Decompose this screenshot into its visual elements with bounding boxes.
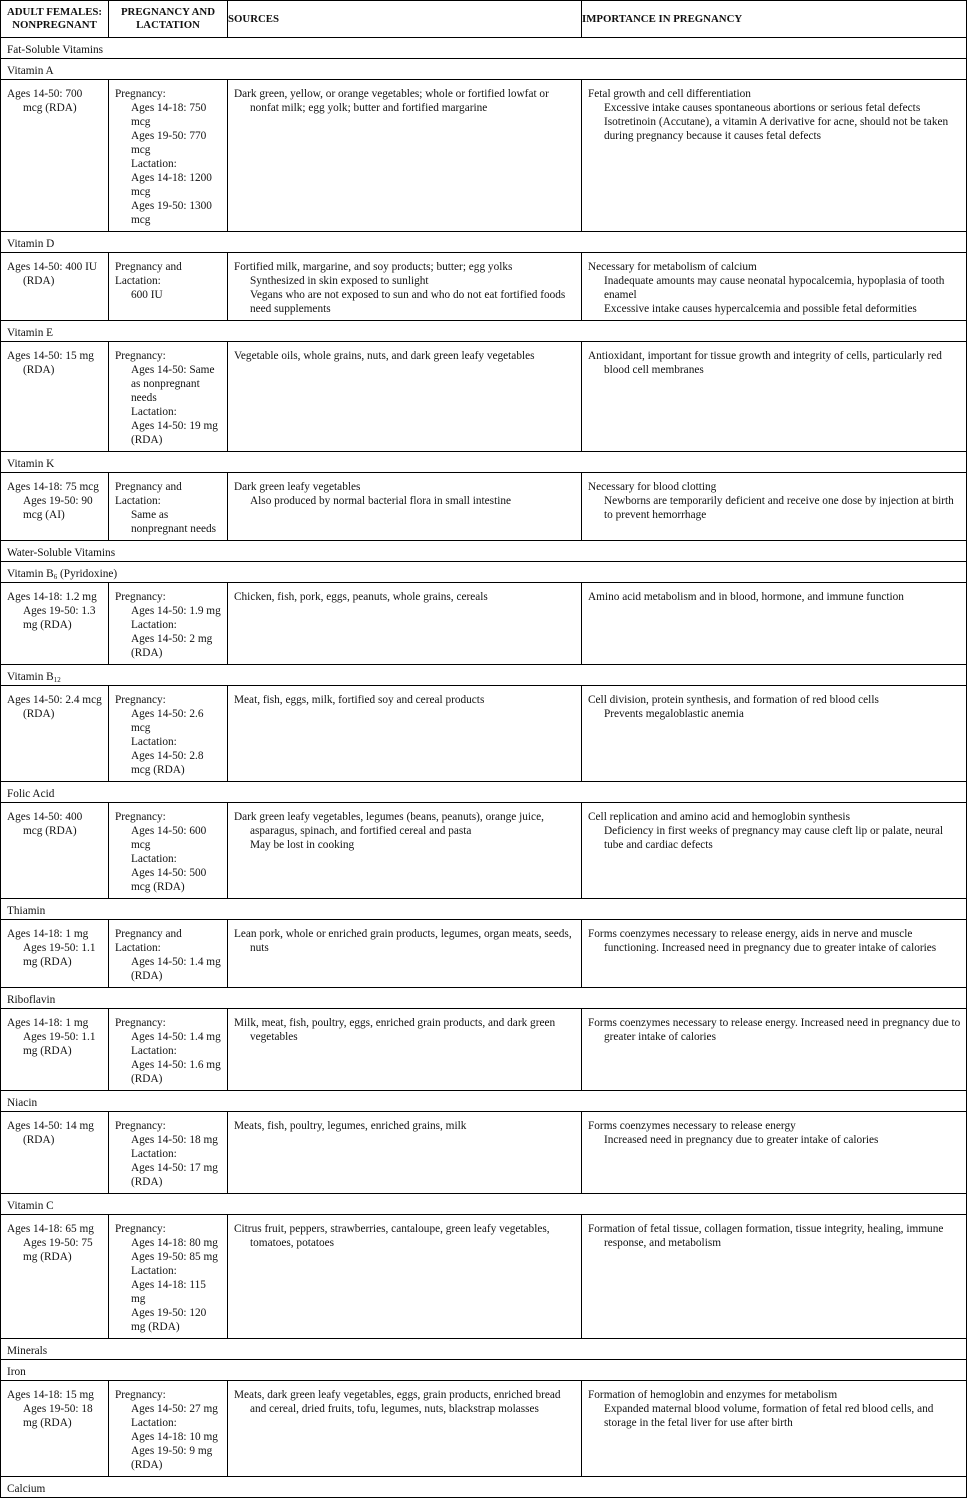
importance-text: Newborns are temporarily deficient and receive one dose by injection at birth to prevent hemorrhage — [604, 495, 954, 521]
sources-cell — [228, 1215, 582, 1339]
pregnancy-line: Lactation: — [131, 736, 177, 748]
importance-text: Cell division, protein synthesis, and formation of red blood cells — [588, 694, 879, 706]
pregnancy-line: Pregnancy: — [115, 591, 166, 603]
importance-text: Deficiency in first weeks of pregnancy may cause cleft lip or palate, neural tube and cardiac defects — [604, 825, 944, 851]
importance-text: Formation of hemoglobin and enzymes for metabolism — [588, 1389, 838, 1401]
pregnancy-cell — [109, 473, 228, 541]
importance-cell — [582, 1009, 967, 1091]
nonpregnant-value: Ages 14-50: 400 mcg (RDA) — [7, 811, 83, 837]
pregnancy-line: Pregnancy and Lactation: — [115, 928, 182, 954]
nonpregnant-value: Ages 14-18: 65 mg Ages 19-50: 75 mg (RDA) — [7, 1223, 94, 1263]
pregnancy-line: Ages 14-18: 115 mg — [131, 1279, 206, 1305]
table-body — [1, 38, 967, 1498]
table-row — [1, 1381, 967, 1477]
table-row — [1, 1112, 967, 1194]
sources-cell — [228, 1112, 582, 1194]
sources-text: Meat, fish, eggs, milk, fortified soy and cereal products — [234, 694, 485, 706]
nonpregnant-cell — [1, 1215, 109, 1339]
pregnancy-line: Lactation: — [131, 1417, 177, 1429]
section-label: Calcium — [1, 1477, 967, 1498]
sources-cell — [228, 80, 582, 232]
pregnancy-line: Ages 14-50: 600 mcg — [131, 825, 207, 851]
sources-cell — [228, 686, 582, 782]
importance-text: Formation of fetal tissue, collagen formation, tissue integrity, healing, immune response, and metabolism — [588, 1223, 944, 1249]
sources-text: Dark green leafy vegetables, legumes (beans, peanuts), orange juice, asparagus, spinach, and fortified cereal and pasta — [234, 811, 544, 837]
table-row — [1, 686, 967, 782]
sources-cell — [228, 583, 582, 665]
table-row — [1, 473, 967, 541]
pregnancy-line: Ages 14-18: 10 mg — [131, 1431, 218, 1443]
section-row — [1, 1339, 967, 1360]
section-label: Vitamin $B_6$ (Pyridoxine) — [1, 562, 967, 583]
importance-text: Forms coenzymes necessary to release energy — [588, 1120, 796, 1132]
section-row — [1, 988, 967, 1009]
nonpregnant-value: Ages 14-18: 15 mg Ages 19-50: 18 mg (RDA) — [7, 1389, 94, 1429]
pregnancy-line: Ages 19-50: 770 mcg — [131, 130, 207, 156]
section-row — [1, 541, 967, 562]
nonpregnant-value: Ages 14-18: 1 mg Ages 19-50: 1.1 mg (RDA) — [7, 1017, 96, 1057]
pregnancy-cell — [109, 1112, 228, 1194]
pregnancy-line: Pregnancy: — [115, 1223, 166, 1235]
table-row — [1, 80, 967, 232]
sources-cell — [228, 920, 582, 988]
sources-cell — [228, 342, 582, 452]
section-label: Vitamin E — [1, 321, 967, 342]
pregnancy-line: Ages 14-50: 1.4 mg — [131, 1031, 221, 1043]
importance-text: Amino acid metabolism and in blood, hormone, and immune function — [588, 591, 904, 603]
importance-text: Necessary for metabolism of calcium — [588, 261, 757, 273]
pregnancy-line: Lactation: — [131, 1148, 177, 1160]
pregnancy-line: Ages 14-18: 80 mg — [131, 1237, 218, 1249]
sources-text: May be lost in cooking — [250, 839, 355, 851]
pregnancy-line: 600 IU — [131, 289, 163, 301]
nonpregnant-value: Ages 14-50: 15 mg (RDA) — [7, 350, 94, 376]
section-label: Riboflavin — [1, 988, 967, 1009]
pregnancy-cell — [109, 1009, 228, 1091]
importance-text: Necessary for blood clotting — [588, 481, 717, 493]
nonpregnant-value: Ages 14-18: 1.2 mg Ages 19-50: 1.3 mg (RDA) — [7, 591, 97, 631]
nonpregnant-value: Ages 14-50: 700 mcg (RDA) — [7, 88, 83, 114]
importance-text: Isotretinoin (Accutane), a vitamin A derivative for acne, should not be taken during pregnancy because it causes fetal defects — [604, 116, 949, 142]
sources-text: Milk, meat, fish, poultry, eggs, enriched grain products, and dark green vegetables — [234, 1017, 556, 1043]
pregnancy-line: Pregnancy: — [115, 1017, 166, 1029]
section-label: Fat-Soluble Vitamins — [1, 38, 967, 59]
section-row — [1, 1194, 967, 1215]
pregnancy-line: Pregnancy: — [115, 694, 166, 706]
sources-text: Lean pork, whole or enriched grain products, legumes, organ meats, seeds, nuts — [234, 928, 572, 954]
nonpregnant-value: Ages 14-50: 2.4 mcg (RDA) — [7, 694, 102, 720]
pregnancy-cell — [109, 920, 228, 988]
nonpregnant-cell — [1, 1381, 109, 1477]
section-label: Vitamin C — [1, 1194, 967, 1215]
importance-cell — [582, 686, 967, 782]
table-row — [1, 1009, 967, 1091]
section-label: Water-Soluble Vitamins — [1, 541, 967, 562]
pregnancy-line: Ages 14-18: 1200 mcg — [131, 172, 212, 198]
pregnancy-line: Ages 14-50: 27 mg — [131, 1403, 218, 1415]
importance-cell — [582, 473, 967, 541]
header-sources: SOURCES — [228, 1, 582, 38]
section-row — [1, 232, 967, 253]
importance-text: Inadequate amounts may cause neonatal hypocalcemia, hypoplasia of tooth enamel — [604, 275, 945, 301]
importance-cell — [582, 1112, 967, 1194]
nonpregnant-cell — [1, 1009, 109, 1091]
nonpregnant-cell — [1, 342, 109, 452]
table-row — [1, 803, 967, 899]
nonpregnant-cell — [1, 920, 109, 988]
nonpregnant-cell — [1, 80, 109, 232]
pregnancy-line: Lactation: — [131, 158, 177, 170]
section-row — [1, 59, 967, 80]
importance-text: Antioxidant, important for tissue growth and integrity of cells, particularly red blood cell membranes — [588, 350, 942, 376]
importance-cell — [582, 253, 967, 321]
nonpregnant-value: Ages 14-50: 14 mg (RDA) — [7, 1120, 94, 1146]
pregnancy-cell — [109, 803, 228, 899]
nonpregnant-cell — [1, 253, 109, 321]
pregnancy-line: Pregnancy: — [115, 811, 166, 823]
header-line: PREGNANCY AND — [120, 6, 216, 18]
importance-text: Prevents megaloblastic anemia — [604, 708, 744, 720]
section-row — [1, 321, 967, 342]
sources-text: Dark green, yellow, or orange vegetables; whole or fortified lowfat or nonfat milk; egg yolk; butter and fortified margarine — [234, 88, 549, 114]
pregnancy-line: Ages 19-50: 1300 mcg — [131, 200, 212, 226]
pregnancy-line: Lactation: — [131, 1265, 177, 1277]
importance-text: Increased need in pregnancy due to greater intake of calories — [604, 1134, 879, 1146]
pregnancy-line: Pregnancy: — [115, 88, 166, 100]
pregnancy-line: Ages 19-50: 85 mg — [131, 1251, 218, 1263]
pregnancy-line: Ages 14-50: 2.6 mcg — [131, 708, 204, 734]
header-line: NONPREGNANT — [12, 19, 97, 31]
sources-cell — [228, 253, 582, 321]
section-row — [1, 452, 967, 473]
pregnancy-line: Ages 19-50: 120 mg (RDA) — [131, 1307, 207, 1333]
section-row — [1, 1477, 967, 1498]
section-label: Minerals — [1, 1339, 967, 1360]
pregnancy-line: Pregnancy: — [115, 1389, 166, 1401]
sources-cell — [228, 1381, 582, 1477]
pregnancy-cell — [109, 1215, 228, 1339]
section-label: Thiamin — [1, 899, 967, 920]
sources-text: Vegetable oils, whole grains, nuts, and dark green leafy vegetables — [234, 350, 535, 362]
pregnancy-cell — [109, 1381, 228, 1477]
pregnancy-cell — [109, 342, 228, 452]
section-row — [1, 1360, 967, 1381]
pregnancy-line: Ages 14-50: 1.4 mg (RDA) — [131, 956, 221, 982]
nonpregnant-cell — [1, 686, 109, 782]
nonpregnant-cell — [1, 473, 109, 541]
section-label: Vitamin A — [1, 59, 967, 80]
nonpregnant-cell — [1, 803, 109, 899]
table-row — [1, 253, 967, 321]
header-line: LACTATION — [136, 19, 200, 31]
pregnancy-line: Ages 14-50: 1.6 mg (RDA) — [131, 1059, 221, 1085]
pregnancy-line: Ages 14-50: 2.8 mcg (RDA) — [131, 750, 204, 776]
sources-cell — [228, 473, 582, 541]
section-row — [1, 562, 967, 583]
table-row — [1, 342, 967, 452]
sources-text: Meats, fish, poultry, legumes, enriched grains, milk — [234, 1120, 467, 1132]
header-nonpregnant — [1, 1, 109, 38]
sources-text: Chicken, fish, pork, eggs, peanuts, whole grains, cereals — [234, 591, 488, 603]
section-row — [1, 38, 967, 59]
importance-text: Expanded maternal blood volume, formation of fetal red blood cells, and storage in the fetal liver for use after birth — [604, 1403, 934, 1429]
pregnancy-line: Ages 14-50: Same as nonpregnant needs — [131, 364, 215, 404]
sources-text: Also produced by normal bacterial flora in small intestine — [250, 495, 512, 507]
sources-text: Dark green leafy vegetables — [234, 481, 361, 493]
pregnancy-line: Lactation: — [131, 406, 177, 418]
importance-cell — [582, 920, 967, 988]
pregnancy-line: Lactation: — [131, 619, 177, 631]
nonpregnant-cell — [1, 583, 109, 665]
nonpregnant-value: Ages 14-50: 400 IU (RDA) — [7, 261, 98, 287]
importance-text: Forms coenzymes necessary to release energy. Increased need in pregnancy due to greater intake of calories — [588, 1017, 961, 1043]
pregnancy-line: Ages 14-50: 1.9 mg — [131, 605, 221, 617]
pregnancy-line: Ages 19-50: 9 mg (RDA) — [131, 1445, 213, 1471]
subscript: 6 — [53, 572, 58, 581]
sources-cell — [228, 803, 582, 899]
sources-text: Fortified milk, margarine, and soy products; butter; egg yolks — [234, 261, 513, 273]
header-importance: IMPORTANCE IN PREGNANCY — [582, 1, 967, 38]
section-label: Vitamin D — [1, 232, 967, 253]
pregnancy-cell — [109, 80, 228, 232]
pregnancy-line: Pregnancy: — [115, 1120, 166, 1132]
sources-text: Meats, dark green leafy vegetables, eggs, grain products, enriched bread and cereal, dried fruits, tofu, legumes, nuts, blackstrap molasses — [234, 1389, 561, 1415]
pregnancy-line: Ages 14-50: 2 mg (RDA) — [131, 633, 213, 659]
pregnancy-line: Same as nonpregnant needs — [131, 509, 217, 535]
header-row — [1, 1, 967, 38]
sources-text: Citrus fruit, peppers, strawberries, cantaloupe, green leafy vegetables, tomatoes, potatoes — [234, 1223, 550, 1249]
pregnancy-cell — [109, 583, 228, 665]
pregnancy-line: Lactation: — [131, 853, 177, 865]
section-label: Vitamin $B_{12}$ — [1, 665, 967, 686]
pregnancy-line: Ages 14-18: 750 mcg — [131, 102, 207, 128]
pregnancy-line: Ages 14-50: 17 mg (RDA) — [131, 1162, 218, 1188]
importance-text: Fetal growth and cell differentiation — [588, 88, 751, 100]
section-row — [1, 1091, 967, 1112]
importance-cell — [582, 80, 967, 232]
pregnancy-line: Pregnancy and Lactation: — [115, 261, 182, 287]
pregnancy-cell — [109, 253, 228, 321]
sources-text: Vegans who are not exposed to sun and who do not eat fortified foods need supplements — [250, 289, 566, 315]
nonpregnant-value: Ages 14-18: 1 mg Ages 19-50: 1.1 mg (RDA) — [7, 928, 96, 968]
section-row — [1, 899, 967, 920]
header-line: ADULT FEMALES: — [6, 6, 103, 18]
nonpregnant-value: Ages 14-18: 75 mcg Ages 19-50: 90 mcg (AI) — [7, 481, 99, 521]
section-row — [1, 782, 967, 803]
sources-text: Synthesized in skin exposed to sunlight — [250, 275, 429, 287]
table-row — [1, 583, 967, 665]
section-label: Niacin — [1, 1091, 967, 1112]
pregnancy-line: Ages 14-50: 18 mg — [131, 1134, 218, 1146]
section-label: Vitamin K — [1, 452, 967, 473]
importance-text: Cell replication and amino acid and hemoglobin synthesis — [588, 811, 850, 823]
importance-cell — [582, 1215, 967, 1339]
importance-text: Excessive intake causes hypercalcemia and possible fetal deformities — [604, 303, 917, 315]
table-row — [1, 920, 967, 988]
importance-cell — [582, 803, 967, 899]
pregnancy-line: Pregnancy and Lactation: — [115, 481, 182, 507]
importance-text: Excessive intake causes spontaneous abortions or serious fetal defects — [604, 102, 921, 114]
importance-cell — [582, 342, 967, 452]
pregnancy-line: Lactation: — [131, 1045, 177, 1057]
nonpregnant-cell — [1, 1112, 109, 1194]
pregnancy-cell — [109, 686, 228, 782]
pregnancy-line: Ages 14-50: 19 mg (RDA) — [131, 420, 218, 446]
section-label: Iron — [1, 1360, 967, 1381]
importance-cell — [582, 583, 967, 665]
importance-cell — [582, 1381, 967, 1477]
pregnancy-line: Ages 14-50: 500 mcg (RDA) — [131, 867, 207, 893]
subscript: 12 — [53, 675, 61, 684]
table-row — [1, 1215, 967, 1339]
section-row — [1, 665, 967, 686]
importance-text: Forms coenzymes necessary to release energy, aids in nerve and muscle functioning. Increased need in pregnancy due to greater intake of calories — [588, 928, 937, 954]
section-label: Folic Acid — [1, 782, 967, 803]
sources-cell — [228, 1009, 582, 1091]
header-pregnancy — [109, 1, 228, 38]
pregnancy-line: Pregnancy: — [115, 350, 166, 362]
